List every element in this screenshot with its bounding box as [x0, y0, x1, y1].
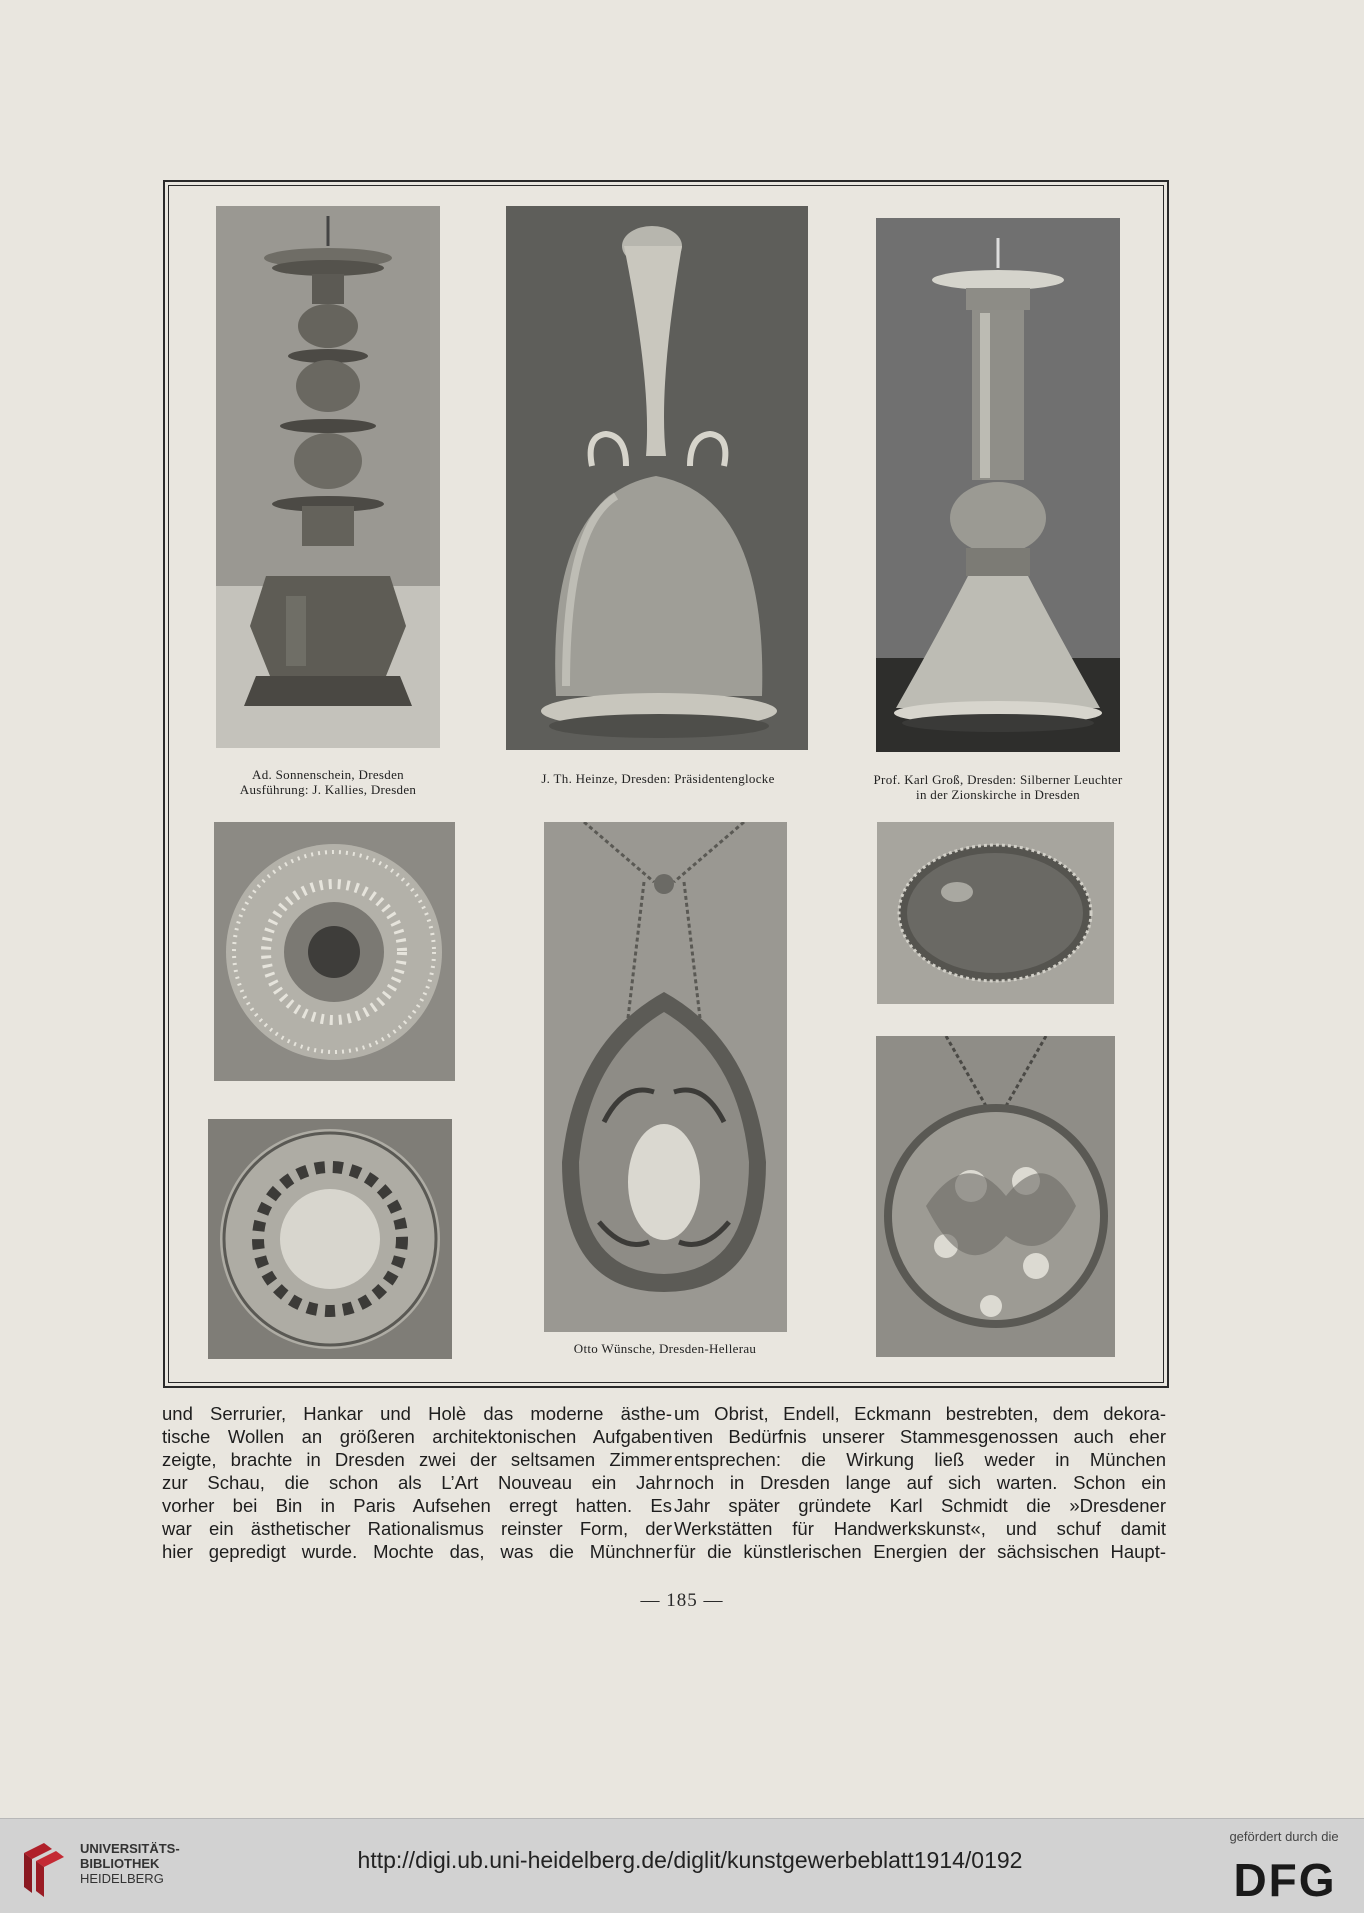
- caption-wuensche-line-1: Otto Wünsche, Dresden-Hellerau: [573, 1341, 757, 1356]
- text-line: hier gepredigt wurde. Mochte das, was die Münchner: [162, 1541, 672, 1562]
- photo-pendant-round: [876, 1036, 1115, 1357]
- dfg-logo: DFG: [1233, 1854, 1337, 1906]
- funded-by-label: gefördert durch die: [1229, 1829, 1339, 1844]
- caption-wuensche: [520, 1341, 810, 1356]
- caption-heinze-line-1: J. Th. Heinze, Dresden: Präsidentenglocke: [541, 771, 775, 786]
- caption-sonnenschein-line-2: Ausführung: J. Kallies, Dresden: [239, 782, 417, 797]
- text-line: und Serrurier, Hankar und Holè das moderne ästhe-: [162, 1403, 672, 1424]
- text-line: Werkstätten für Handwerkskunst«, und schuf damit: [674, 1518, 1166, 1539]
- text-line: zeigte, brachte in Dresden zwei der seltsamen Zimmer: [162, 1449, 672, 1470]
- text-line: tische Wollen an größeren architektonischen Aufgaben: [162, 1426, 672, 1447]
- university-library-logo-icon: [18, 1839, 70, 1897]
- text-line: war ein ästhetischer Rationalismus reinster Form, der: [162, 1518, 672, 1539]
- text-line: noch in Dresden lange auf sich warten. Schon ein: [674, 1472, 1166, 1493]
- photo-brooch-round-1: [214, 822, 455, 1081]
- text-line: entsprechen: die Wirkung ließ weder in München: [674, 1449, 1166, 1470]
- caption-heinze: [486, 771, 830, 786]
- photo-sonnenschein-candlestick: [216, 206, 440, 748]
- photo-brooch-round-2: [208, 1119, 452, 1359]
- library-name-line-2: BIBLIOTHEK: [80, 1856, 160, 1871]
- text-line: zur Schau, die schon als L’Art Nouveau ein Jahr: [162, 1472, 672, 1493]
- caption-sonnenschein-line-1: Ad. Sonnenschein, Dresden: [252, 767, 404, 782]
- body-text-left-column: [162, 1402, 672, 1563]
- photo-brooch-oval: [877, 822, 1114, 1004]
- page-number: — 185 —: [640, 1590, 724, 1611]
- library-name-line-3: HEIDELBERG: [80, 1871, 164, 1886]
- photo-heinze-bell: [506, 206, 808, 750]
- caption-gross-line-2: in der Zionskirche in Dresden: [916, 787, 1080, 802]
- text-line: Jahr später gründete Karl Schmidt die »Dresdener: [674, 1495, 1166, 1516]
- text-line: vorher bei Bin in Paris Aufsehen erregt hatten. Es: [162, 1495, 672, 1516]
- caption-gross: [826, 772, 1170, 802]
- photo-gross-candlestick: [876, 218, 1120, 752]
- caption-sonnenschein: [196, 767, 460, 797]
- library-name: [80, 1841, 180, 1886]
- library-name-line-1: UNIVERSITÄTS-: [80, 1841, 180, 1856]
- text-line: um Obrist, Endell, Eckmann bestrebten, dem dekora-: [674, 1403, 1166, 1424]
- footer-bar: [0, 1818, 1364, 1913]
- photo-wuensche-pendant: [544, 822, 787, 1332]
- text-line: für die künstlerischen Energien der sächsischen Haupt-: [674, 1541, 1166, 1562]
- text-line: tiven Bedürfnis unserer Stammesgenossen auch eher: [674, 1426, 1166, 1447]
- caption-gross-line-1: Prof. Karl Groß, Dresden: Silberner Leuchter: [873, 772, 1123, 787]
- body-text-right-column: [674, 1402, 1166, 1563]
- permalink-url[interactable]: http://digi.ub.uni-heidelberg.de/diglit/kunstgewerbeblatt1914/0192: [357, 1847, 1023, 1873]
